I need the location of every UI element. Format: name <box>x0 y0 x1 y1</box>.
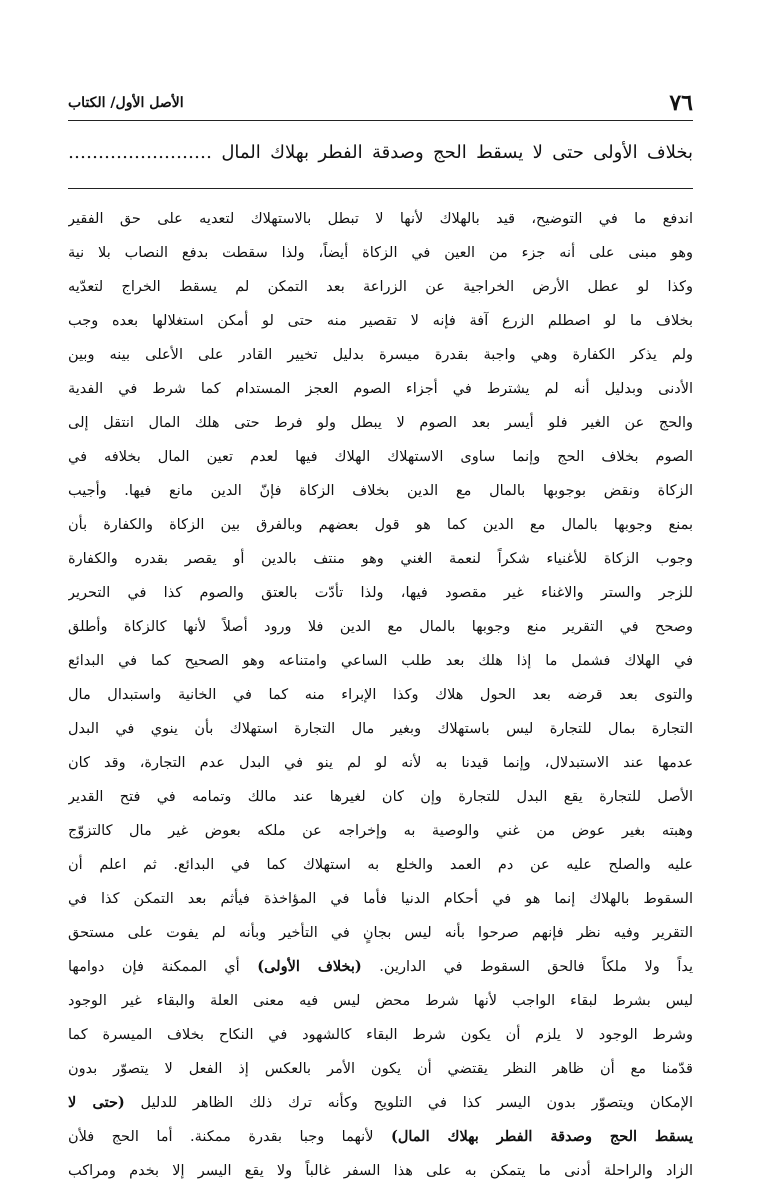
bold-quote: يسقط الحج وصدقة الفطر بهلاك المال) <box>390 1128 693 1145</box>
text-segment: عدمها عند الاستبدلال، وإنما قيدنا به لأنه لو لم ينو في البدل عدم التجارة، وقد كان <box>68 755 693 771</box>
text-line <box>68 1154 693 1188</box>
text-segment: اندفع ما في التوضيح، قيد بالهلاك لأنها لا تبطل بالاستهلاك لتعديه على حق الفقير <box>68 211 693 227</box>
page-header <box>68 86 693 121</box>
text-segment: بمنع وجوبها بالمال مع الدين كما هو قول بعضهم وبالفرق بين الزكاة والكفارة بأن <box>68 517 693 533</box>
text-line <box>68 712 693 746</box>
text-line <box>68 338 693 372</box>
bold-quote: (حتى لا <box>68 1094 125 1111</box>
text-line <box>68 508 693 542</box>
text-line <box>68 542 693 576</box>
text-segment: الزاد والراحلة أدنى ما يتمكن به على هذا السفر غالباً ولا يقع اليسر إلا بخدم ومراكب <box>68 1163 693 1179</box>
text-line <box>68 1052 693 1086</box>
text-line <box>68 916 693 950</box>
text-segment: للزجر والستر والاغناء غير مقصود فيها، ولذا تأدّت بالعتق والصوم كذا في التحرير <box>68 585 693 601</box>
text-line <box>68 1086 693 1120</box>
text-segment: الصوم بخلاف الحج وإنما ساوى الاستهلاك الهلاك فيها لعدم تعين المال بخلافه في <box>68 449 693 465</box>
bold-quote: (بخلاف الأولى) <box>257 958 362 975</box>
text-segment: قدّمنا مع أن ظاهر النظر يقتضي أن يكون الأمر بالعكس إذ الفعل لا يتصوّر بدون <box>68 1061 693 1077</box>
text-line <box>68 1018 693 1052</box>
text-line <box>68 610 693 644</box>
text-line <box>68 644 693 678</box>
text-segment: الأدنى وبدليل أنه لم يشترط في أجزاء الصوم العجز المستدام كما شرط في الفدية <box>68 381 693 397</box>
text-segment: التقرير وفيه نظر فإنهم صرحوا بأنه ليس بجانٍ في التأخير وبأنه لم يفوت على مستحق <box>68 925 693 941</box>
text-segment: يداً ولا ملكاً فالحق السقوط في الدارين. <box>361 959 693 975</box>
text-line <box>68 780 693 814</box>
text-segment: الأصل للتجارة يقع البدل للتجارة وإن كان لغيرها عند مالك وتمامه في فتح القدير <box>68 789 693 805</box>
running-title: الأصل الأول/ الكتاب <box>68 95 184 111</box>
text-line <box>68 678 693 712</box>
text-line <box>68 950 693 984</box>
text-segment: وهو مبنى على أنه جزء من العين في الزكاة أيضاً، ولذا سقطت بدفع النصاب بلا نية <box>68 245 693 261</box>
text-segment: أي الممكنة فإن دوامها <box>68 959 258 975</box>
text-line <box>68 270 693 304</box>
text-segment: التجارة بمال للتجارة ليس باستهلاك وبغير مال التجارة استهلاك بأن ينوي في البدل <box>68 721 693 737</box>
text-segment: لأنهما وجبا بقدرة ممكنة. أما الحج فلأن <box>68 1129 391 1145</box>
text-segment: وشرط الوجود لا يلزم أن يكون شرط البقاء كالشهود في النكاح بخلاف الميسرة كما <box>68 1027 693 1043</box>
text-line <box>68 202 693 236</box>
text-segment: وهبته بغير عوض من غني والوصية به وإخراجه عن ملكه بعوض غير مال كالتزوّج <box>68 823 693 839</box>
text-segment: وصحح في التقرير منع وجوبها بالمال مع الدين فلا ورود أصلاً لأنها كالزكاة وأطلق <box>68 619 693 635</box>
text-segment: بخلاف ما لو اصطلم الزرع آفة فإنه لا تقصير منه حتى لو أمكن استغلالها بعده وجب <box>68 313 693 329</box>
text-segment: وجوب الزكاة للأغنياء شكراً لنعمة الغني وهو منتف بالدين أو يقصر بقدره والكفارة <box>68 551 693 567</box>
text-segment: عليه والصلح عليه عن دم العمد والخلع به استهلاك كما في البدائع. ثم اعلم أن <box>68 857 693 873</box>
text-line <box>68 406 693 440</box>
commentary-text <box>68 202 693 1188</box>
page-number: ٧٦ <box>669 90 693 116</box>
text-line <box>68 814 693 848</box>
text-line <box>68 984 693 1018</box>
text-line <box>68 440 693 474</box>
matn-text: بخلاف الأولى حتى لا يسقط الحج وصدقة الفطر بهلاك المال …………………… <box>68 142 693 163</box>
text-line <box>68 1120 693 1154</box>
text-segment: والتوى بعد قرضه بعد الحول هلاك وكذا الإبراء منه كما في الخانية واستبدال مال <box>68 687 693 703</box>
text-segment: وكذا لو عطل الأرض الخراجية عن الزراعة بعد التمكن لم يسقط الخراج لتعدّيه <box>68 279 693 295</box>
text-line <box>68 848 693 882</box>
text-segment: الإمكان ويتصوّر بدون اليسر كذا في التلويح وكأنه ترك ذلك الظاهر للدليل <box>124 1095 693 1111</box>
text-segment: والحج عن الغير فلو أيسر بعد الصوم لا يبطل ولو فرط حتى هلك المال انتقل إلى <box>68 415 693 431</box>
text-segment: السقوط بالهلاك إنما هو في أحكام الدنيا فأما في المؤاخذة فيأثم بعد التمكن كذا في <box>68 891 693 907</box>
text-line <box>68 576 693 610</box>
text-line <box>68 372 693 406</box>
text-segment: ولم يذكر الكفارة وهي واجبة بقدرة ميسرة بدليل تخيير القادر على الأعلى بينه وبين <box>68 347 693 363</box>
text-segment: في الهلاك فشمل ما إذا هلك بعد طلب الساعي وامتناعه وهو الصحيح كما في البدائع <box>68 653 693 669</box>
text-line <box>68 474 693 508</box>
separator-line <box>68 188 693 189</box>
text-segment: الزكاة ونقض بوجوبها بالمال مع الدين بخلاف الزكاة فإنّ الدين مانع فيها. وأجيب <box>68 483 693 499</box>
text-line <box>68 304 693 338</box>
text-segment: ليس بشرط لبقاء الواجب لأنها شرط محض ليس فيه معنى العلة والبقاء غير الوجود <box>68 993 693 1009</box>
text-line <box>68 236 693 270</box>
text-line <box>68 746 693 780</box>
text-line <box>68 882 693 916</box>
